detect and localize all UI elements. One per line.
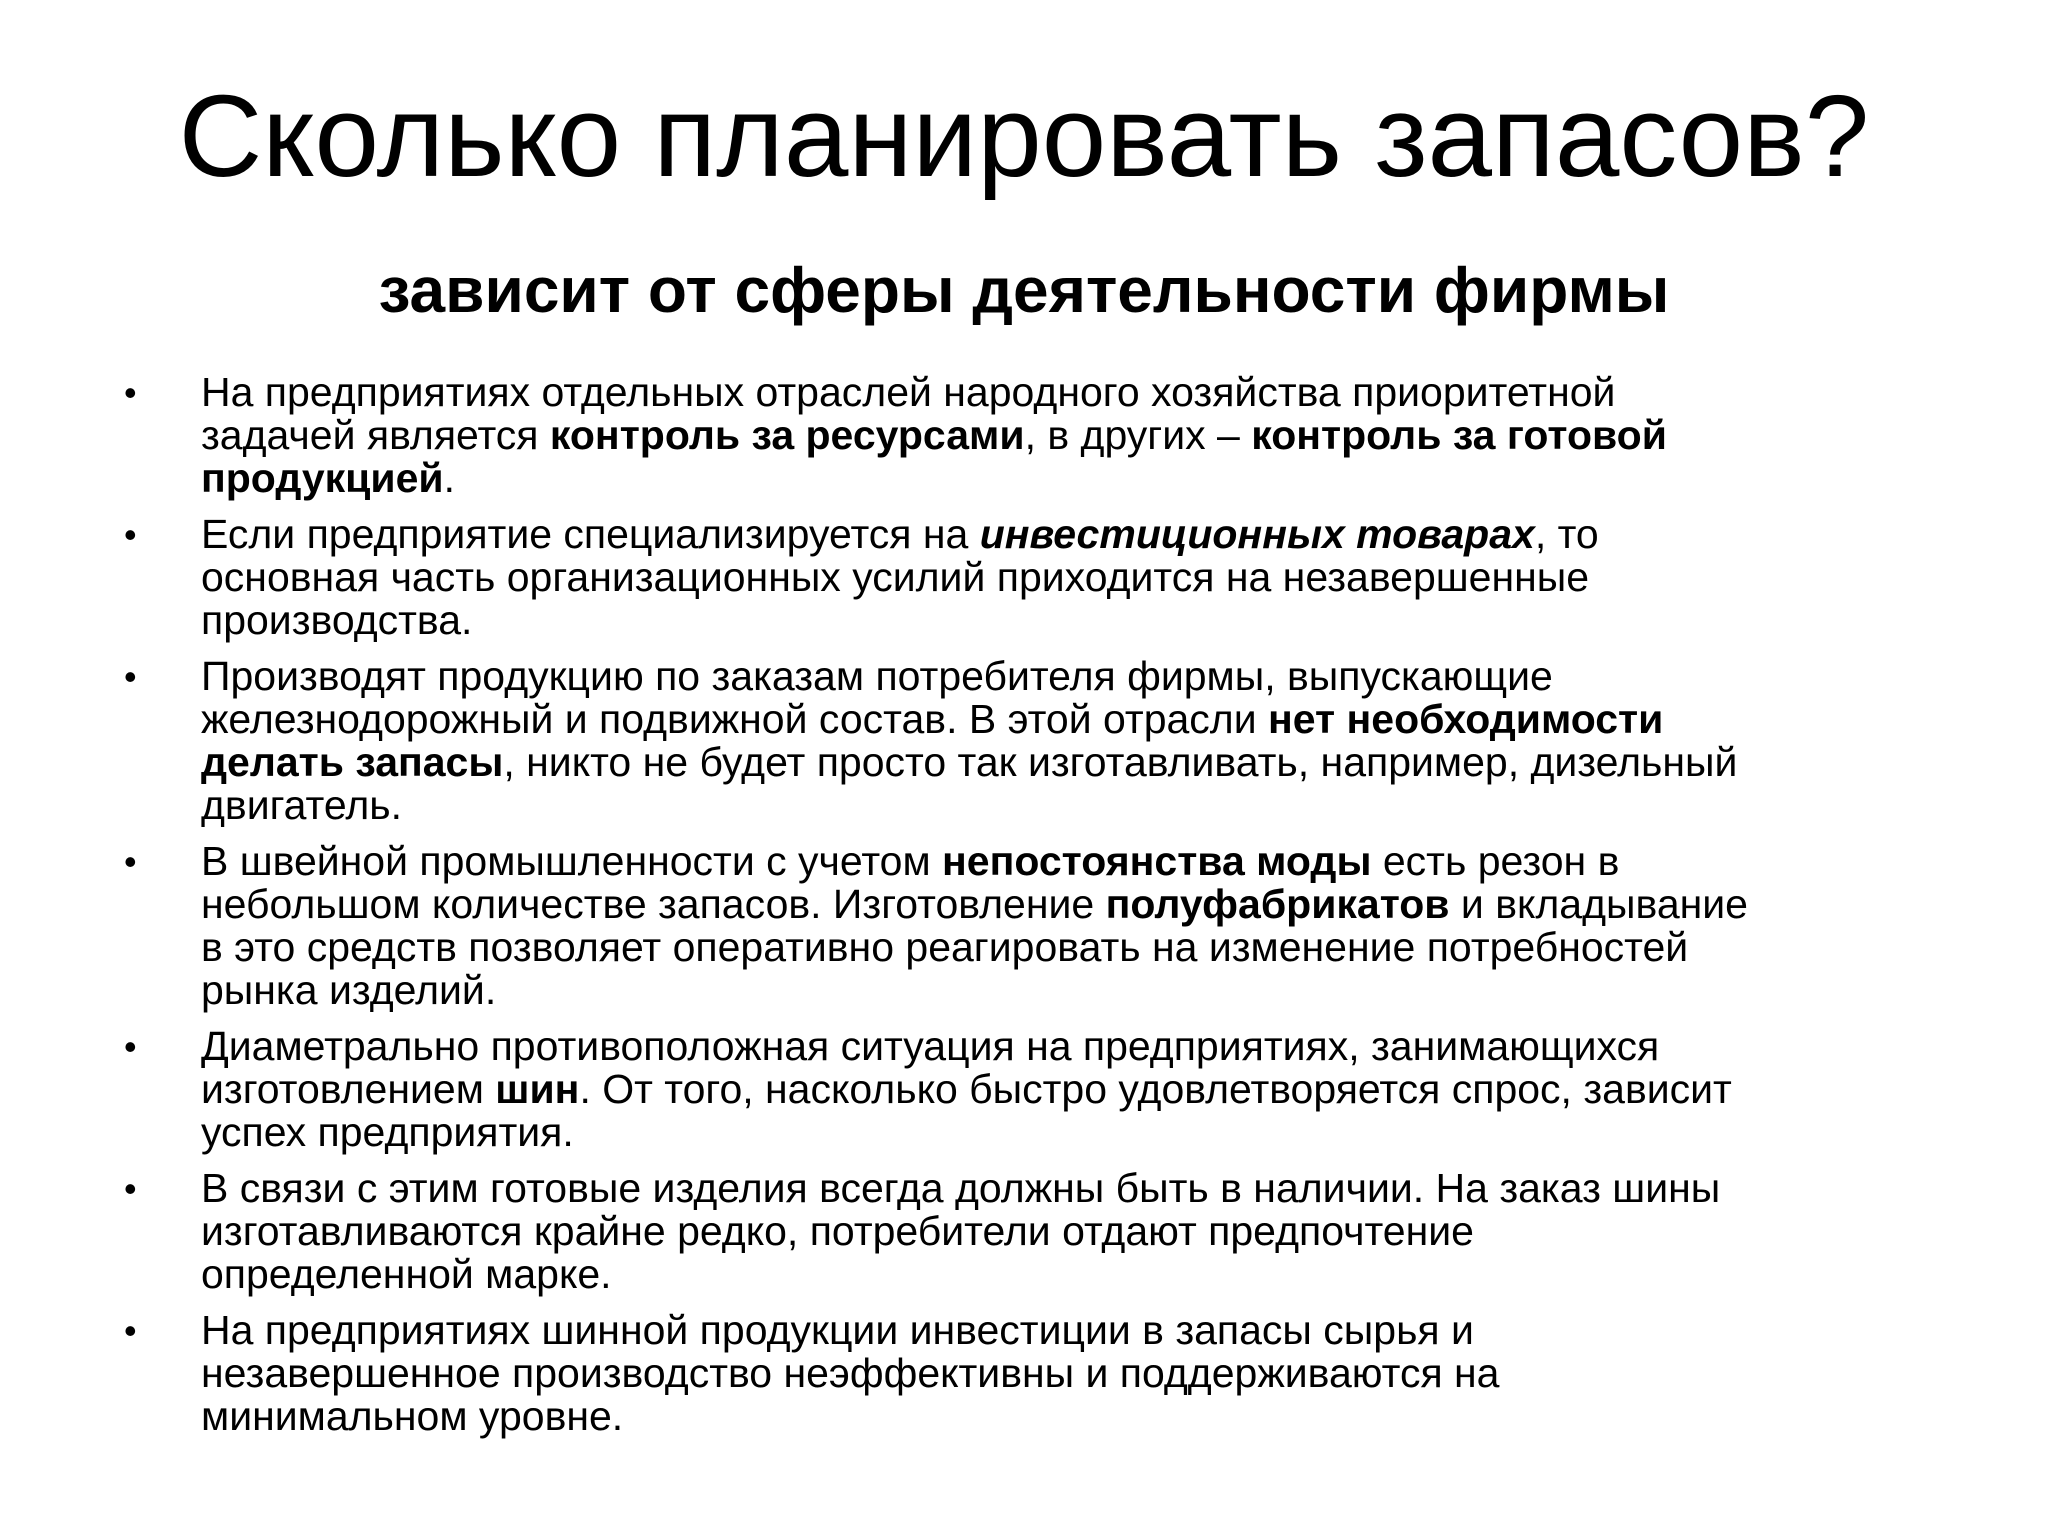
text-run: . От того, насколько быстро удовлетворяется спрос, зависит [579,1066,1732,1112]
bullet-line [201,926,2001,969]
text-run: Если предприятие специализируется на [201,511,980,557]
bullet-item [0,840,2048,1012]
bullet-line [201,1210,2001,1253]
bullet-line [201,969,2001,1012]
emphasis-bold: делать запасы [201,739,504,785]
bullet-line [201,883,2001,926]
bullet-line [201,1111,2001,1154]
text-run: задачей является [201,412,550,458]
text-run: . [443,455,455,501]
bullet-text [201,513,2001,642]
text-run: небольшом количестве запасов. Изготовление [201,881,1106,927]
text-run: Диаметрально противоположная ситуация на предприятиях, занимающихся [201,1023,1660,1069]
emphasis-bold: непостоянства моды [942,838,1372,884]
bullet-item [0,1025,2048,1154]
text-run: и вкладывание [1449,881,1748,927]
bullet-line [201,457,2001,500]
text-run: двигатель. [201,782,402,828]
bullet-item [0,513,2048,642]
text-run: В связи с этим готовые изделия всегда должны быть в наличии. На заказ шины [201,1165,1721,1211]
emphasis-bold: продукцией [201,455,444,501]
bullet-line [201,414,2001,457]
emphasis-bold: контроль за готовой [1251,412,1667,458]
bullet-line [201,556,2001,599]
bullet-line [201,1309,2001,1352]
bullet-line [201,1068,2001,1111]
text-run: железнодорожный и подвижной состав. В этой отрасли [201,696,1269,742]
bullet-text [201,1167,2001,1296]
bullet-text [201,840,2001,1012]
emphasis-bold: контроль за ресурсами [549,412,1025,458]
bullet-line [201,840,2001,883]
emphasis-bold: шин [495,1066,580,1112]
text-run: изготавливаются крайне редко, потребители отдают предпочтение [201,1208,1474,1254]
bullet-marker: • [124,1310,137,1351]
bullet-line [201,371,2001,414]
text-run: в это средств позволяет оперативно реагировать на изменение потребностей [201,924,1689,970]
bullet-item [0,1167,2048,1296]
bullet-text [201,1025,2001,1154]
bullet-line [201,698,2001,741]
emphasis-bold: нет необходимости [1268,696,1664,742]
bullet-line [201,513,2001,556]
emphasis-bold-italic: инвестиционных товарах [979,511,1535,557]
bullet-item [0,1309,2048,1438]
bullet-item [0,371,2048,500]
bullet-marker: • [124,372,137,413]
slide-title: Сколько планировать запасов? [178,71,1870,201]
bullet-marker: • [124,514,137,555]
text-run: успех предприятия. [201,1109,574,1155]
bullet-line [201,599,2001,642]
bullet-line [201,1167,2001,1210]
text-run: незавершенное производство неэффективны и поддерживаются на [201,1350,1500,1396]
text-run: На предприятиях шинной продукции инвестиции в запасы сырья и [201,1307,1474,1353]
bullet-line [201,1395,2001,1438]
bullet-line [201,741,2001,784]
text-run: основная часть организационных усилий приходится на незавершенные [201,554,1589,600]
bullet-text [201,655,2001,827]
bullet-line [201,1352,2001,1395]
bullet-line [201,655,2001,698]
bullet-item [0,655,2048,827]
bullet-line [201,784,2001,827]
text-run: , в других – [1024,412,1252,458]
text-run: рынка изделий. [201,967,497,1013]
bullet-list [0,371,2048,1451]
text-run: В швейной промышленности с учетом [201,838,943,884]
bullet-marker: • [124,841,137,882]
bullet-line [201,1253,2001,1296]
bullet-text [201,371,2001,500]
text-run: есть резон в [1371,838,1620,884]
slide-subtitle: зависит от сферы деятельности фирмы [378,254,1670,326]
text-run: минимальном уровне. [201,1393,624,1439]
bullet-marker: • [124,1168,137,1209]
text-run: , никто не будет просто так изготавливать, например, дизельный [503,739,1738,785]
bullet-line [201,1025,2001,1068]
emphasis-bold: полуфабрикатов [1105,881,1450,927]
text-run: определенной марке. [201,1251,612,1297]
bullet-marker: • [124,656,137,697]
text-run: На предприятиях отдельных отраслей народного хозяйства приоритетной [201,369,1616,415]
text-run: Производят продукцию по заказам потребителя фирмы, выпускающие [201,653,1553,699]
bullet-text [201,1309,2001,1438]
text-run: производства. [201,597,473,643]
text-run: , то [1534,511,1599,557]
text-run: изготовлением [201,1066,496,1112]
bullet-marker: • [124,1026,137,1067]
